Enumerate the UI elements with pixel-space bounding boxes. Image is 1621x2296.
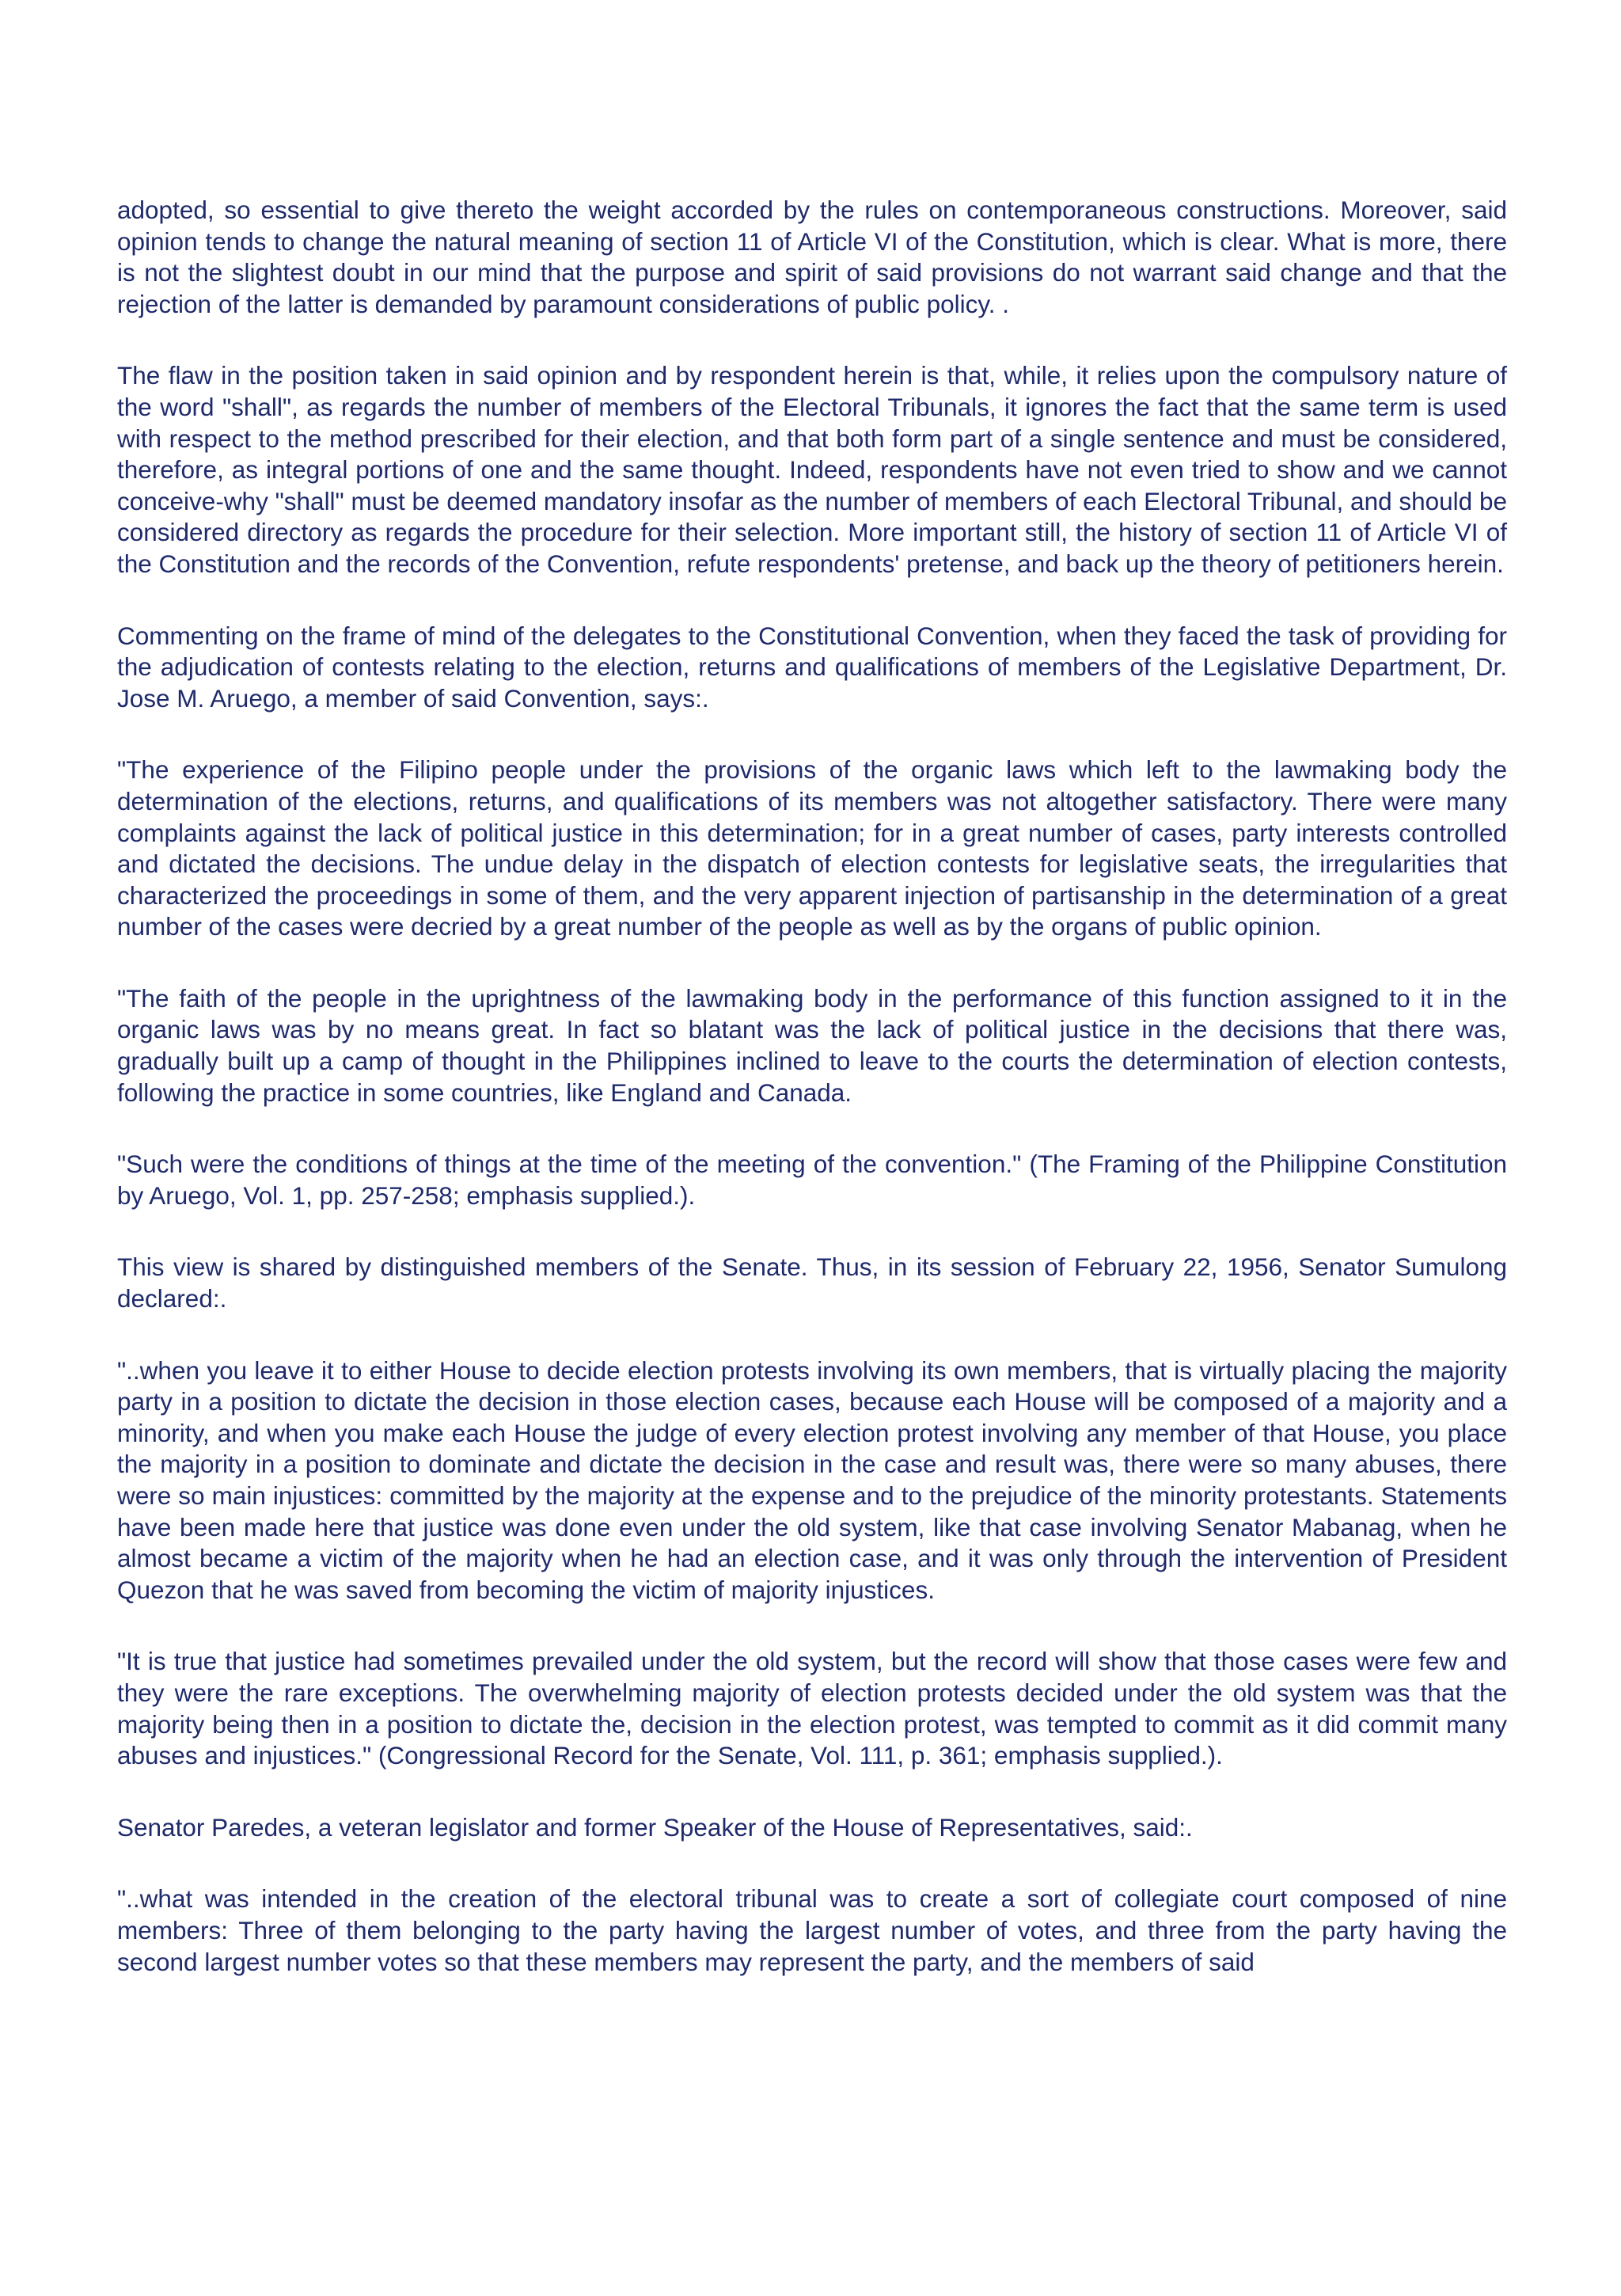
paragraph-3: Commenting on the frame of mind of the delegates to the Constitutional Convention, when they faced the task of providing for the adjudication of contests relating to the election, returns and qualifications of members of the Legislative Department, Dr. Jose M. Aruego, a member of said Convention, says:. [117,621,1507,713]
paragraph-5: "The faith of the people in the uprightness of the lawmaking body in the performance of this function assigned to it in the organic laws was by no means great. In fact so blatant was the lack of political justice in the decisions that there was, gradually built up a camp of thought in the Philippines inclined to leave to the courts the determination of election contests, following the practice in some countries, like England and Canada. [117,983,1507,1107]
paragraph-4: "The experience of the Filipino people under the provisions of the organic laws which left to the lawmaking body the determination of the elections, returns, and qualifications of its members was not altogether satisfactory. There were many complaints against the lack of political justice in this determination; for in a great number of cases, party interests controlled and dictated the decisions. The undue delay in the dispatch of election contests for legislative seats, the irregularities that characterized the proceedings in some of them, and the very apparent injection of partisanship in the determination of a great number of the cases were decried by a great number of the people as well as by the organs of public opinion. [117,755,1507,941]
paragraph-2: The flaw in the position taken in said opinion and by respondent herein is that, while, it relies upon the compulsory nature of the word "shall", as regards the number of members of the Electoral Tribunals, it ignores the fact that the same term is used with respect to the method prescribed for their election, and that both form part of a single sentence and must be considered, therefore, as integral portions of one and the same thought. Indeed, respondents have not even tried to show and we cannot conceive-why "shall" must be deemed mandatory insofar as the number of members of each Electoral Tribunal, and should be considered directory as regards the procedure for their selection. More important still, the history of section 11 of Article VI of the Constitution and the records of the Convention, refute respondents' pretense, and back up the theory of petitioners herein. [117,361,1507,578]
document-page [117,195,1507,2018]
paragraph-11: "..what was intended in the creation of the electoral tribunal was to create a sort of collegiate court composed of nine members: Three of them belonging to the party having the largest number of votes, and three from the party having the second largest number votes so that these members may represent the party, and the members of said [117,1884,1507,1976]
paragraph-8: "..when you leave it to either House to decide election protests involving its own members, that is virtually placing the majority party in a position to dictate the decision in those election cases, because each House will be composed of a majority and a minority, and when you make each House the judge of every election protest involving any member of that House, you place the majority in a position to dominate and dictate the decision in the case and result was, there were so many abuses, there were so main injustices: committed by the majority at the expense and to the prejudice of the minority protestants. Statements have been made here that justice was done even under the old system, like that case involving Senator Mabanag, when he almost became a victim of the majority when he had an election case, and it was only through the intervention of President Quezon that he was saved from becoming the victim of majority injustices. [117,1355,1507,1604]
paragraph-1: adopted, so essential to give thereto the weight accorded by the rules on contemporaneous constructions. Moreover, said opinion tends to change the natural meaning of section 11 of Article VI of the Constitution, which is clear. What is more, there is not the slightest doubt in our mind that the purpose and spirit of said provisions do not warrant said change and that the rejection of the latter is demanded by paramount considerations of public policy. . [117,196,1507,318]
paragraph-10: Senator Paredes, a veteran legislator and former Speaker of the House of Representatives, said:. [117,1812,1193,1842]
paragraph-6: "Such were the conditions of things at the time of the meeting of the convention." (The Framing of the Philippine Constitution by Aruego, Vol. 1, pp. 257-258; emphasis supplied.). [117,1150,1507,1210]
paragraph-9: "It is true that justice had sometimes prevailed under the old system, but the record will show that those cases were few and they were the rare exceptions. The overwhelming majority of election protests decided under the old system was that the majority being then in a position to dictate the, decision in the election protest, was tempted to commit as it did commit many abuses and injustices." (Congressional Record for the Senate, Vol. 111, p. 361; emphasis supplied.). [117,1647,1507,1770]
paragraph-7: This view is shared by distinguished members of the Senate. Thus, in its session of February 22, 1956, Senator Sumulong declared:. [117,1253,1507,1313]
